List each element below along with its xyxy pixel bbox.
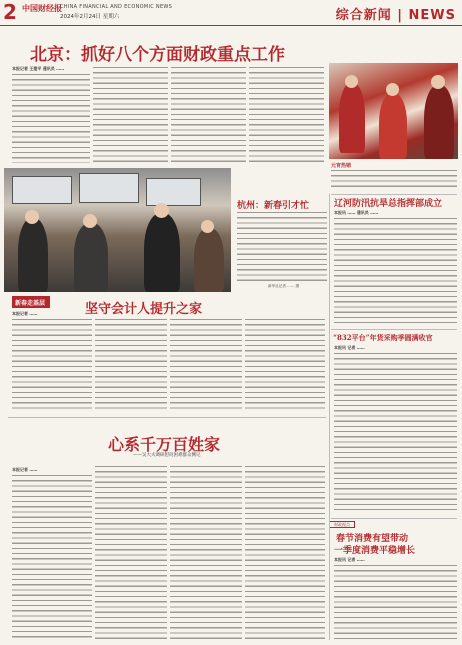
section-title: 综合新闻 | NEWS	[335, 8, 456, 23]
article-c-subtitle: ——吴大夫调研慰问困难群众侧记	[133, 453, 201, 458]
hangzhou-title: 杭州：新春引才忙	[237, 201, 310, 211]
page-number: 2	[3, 0, 17, 24]
lead-column-2	[93, 66, 168, 163]
article-c-col-3	[170, 465, 242, 640]
article-d-badge: 财政视点	[329, 521, 355, 528]
feature-badge-label: 新春走基层	[15, 300, 46, 307]
feature-badge	[12, 296, 50, 308]
main-news-photo	[4, 168, 231, 292]
article-b-byline: 本报讯 记者 ……	[334, 345, 365, 350]
hangzhou-byline: 新华社记者 …… 摄	[268, 284, 300, 288]
article-a-col-2	[95, 318, 167, 412]
article-d-byline: 本报讯 记者 ……	[334, 557, 365, 562]
article-c-byline: 本报记者 ……	[12, 467, 38, 472]
brand-english: CHINA FINANCIAL AND ECONOMIC NEWS	[60, 4, 173, 10]
article-a-col-1	[12, 318, 92, 412]
article-c-col-2	[95, 465, 167, 640]
article-b-title: “832平台”年货采购季圆满收官	[333, 333, 433, 342]
liaoning-byline: 本报讯 …… 通讯员 ……	[334, 210, 379, 215]
article-a-col-3	[170, 318, 242, 412]
lantern-festival-photo	[329, 63, 458, 159]
lead-column-3	[171, 66, 246, 163]
right-photo-caption: 元宵热销	[331, 163, 352, 169]
page-header	[0, 0, 462, 26]
issue-date: 2024年2月24日 星期六	[60, 14, 120, 20]
hangzhou-text	[237, 211, 327, 281]
liaoning-title: 辽河防汛抗旱总指挥部成立	[334, 199, 443, 209]
article-c-col-4	[245, 465, 325, 640]
brand-name: 中国财经报	[22, 4, 62, 13]
article-d-title: 春节消费有望带动	[336, 534, 409, 544]
lead-headline: 北京：抓好八个方面财政重点工作	[30, 45, 285, 65]
article-d-title-2: 一季度消费平稳增长	[334, 546, 416, 556]
lead-byline: 本报记者 王建平 通讯员 ……	[12, 66, 65, 71]
article-d-text	[334, 564, 457, 640]
liaoning-text	[334, 217, 457, 325]
article-a-col-4	[245, 318, 325, 412]
article-a-byline: 本报记者 ……	[12, 311, 38, 316]
article-c-col-1	[12, 474, 92, 640]
lead-column-1	[12, 73, 90, 163]
article-c-title: 心系千万百姓家	[108, 435, 221, 454]
right-photo-text	[331, 169, 457, 191]
article-a-title: 坚守会计人提升之家	[85, 302, 203, 317]
lead-column-4	[249, 66, 324, 163]
article-b-text	[334, 352, 457, 514]
